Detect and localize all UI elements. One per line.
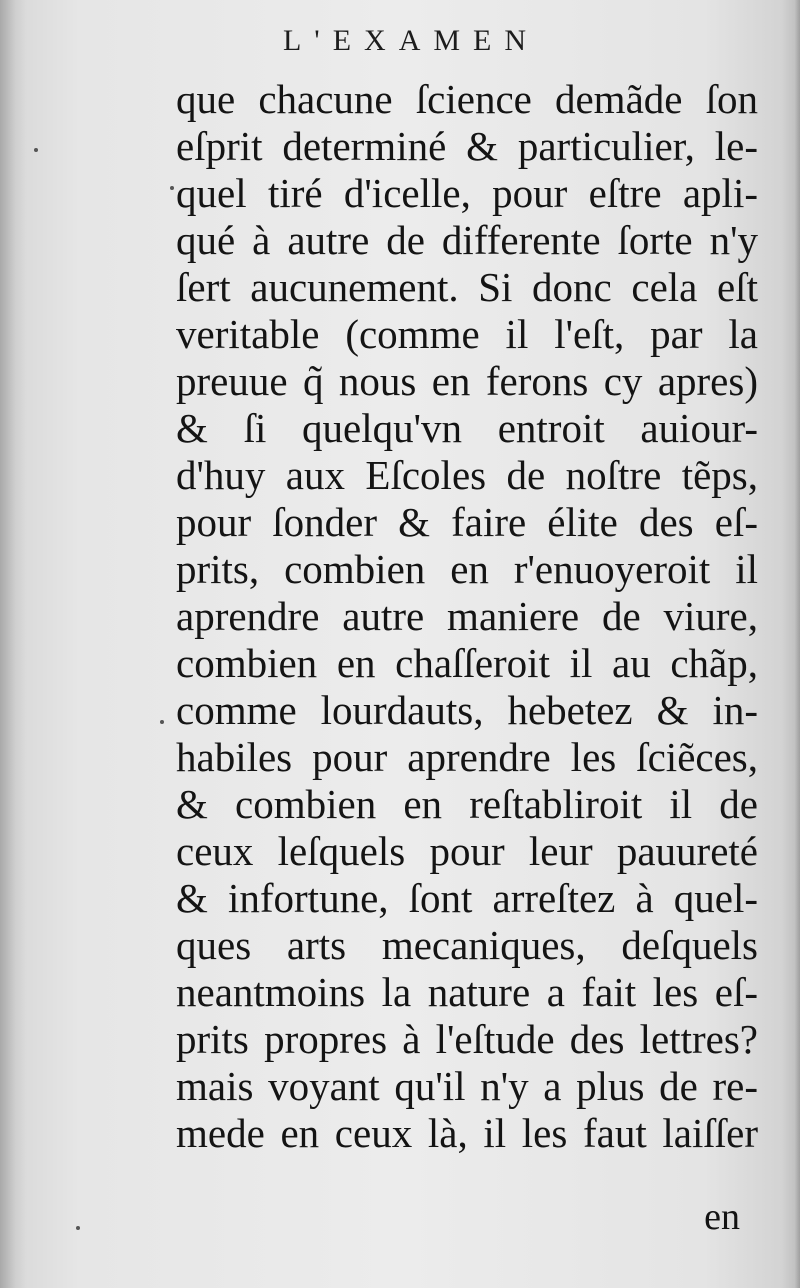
text-line: ſert aucunement. Si donc cela eſt [176, 264, 758, 310]
text-line: prits, combien en r'enuoyeroit il [176, 546, 758, 592]
text-line: pour ſonder & faire élite des eſ- [176, 499, 758, 545]
text-line: neantmoins la nature a fait les eſ- [176, 969, 758, 1015]
text-line: habiles pour aprendre les ſciẽces, [176, 734, 758, 780]
ink-speck [34, 148, 38, 152]
page-edge [782, 0, 800, 1288]
text-line: mais voyant qu'il n'y a plus de re- [176, 1063, 758, 1109]
body-text [176, 76, 758, 1157]
catchword: en [704, 1196, 740, 1238]
text-line: & ſi quelqu'vn entroit auiour- [176, 405, 758, 451]
text-line: preuue q̃ nous en ferons cy apres) [176, 358, 758, 404]
text-line: qué à autre de differente ſorte n'y [176, 217, 758, 263]
text-line: prits propres à l'eſtude des lettres? [176, 1016, 758, 1062]
text-line: comme lourdauts, hebetez & in- [176, 687, 758, 733]
text-line: que chacune ſcience demãde ſon [176, 76, 758, 122]
text-line: ceux leſquels pour leur pauureté [176, 828, 758, 874]
ink-speck [76, 1226, 80, 1230]
text-line: & infortune, ſont arreſtez à quel- [176, 875, 758, 921]
text-line: d'huy aux Eſcoles de noſtre tẽps, [176, 452, 758, 498]
text-line: quel tiré d'icelle, pour eſtre apli- [176, 170, 758, 216]
running-header: L'EXAMEN [282, 24, 540, 57]
text-line: eſprit determiné & particulier, le- [176, 123, 758, 169]
text-line: & combien en reſtabliroit il de [176, 781, 758, 827]
spine-shadow [0, 0, 26, 1288]
ink-speck [160, 720, 164, 724]
ink-speck [170, 186, 174, 190]
text-line: mede en ceux là, il les faut laiſſer [176, 1110, 758, 1156]
text-line: veritable (comme il l'eſt, par la [176, 311, 758, 357]
text-line: combien en chaſſeroit il au chãp, [176, 640, 758, 686]
text-line: ques arts mecaniques, deſquels [176, 922, 758, 968]
text-line: aprendre autre maniere de viure, [176, 593, 758, 639]
